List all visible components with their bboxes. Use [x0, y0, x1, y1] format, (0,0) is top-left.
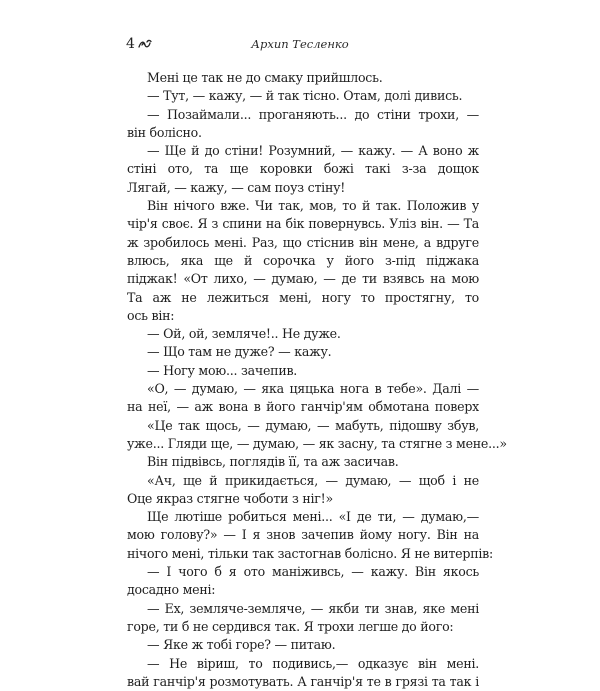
running-title: Архип Тесленко [251, 37, 349, 51]
text-line: Ще лютіше робиться мені... «І де ти, — думаю,— [147, 509, 479, 525]
text-line: стіні ото, та ще коровки божі такі з-за дощок [127, 161, 479, 177]
text-line: — Яке ж тобі горе? — питаю. [147, 637, 336, 653]
text-line: Лягай, — кажу, — сам поуз стіну! [127, 179, 346, 195]
text-line: — Що там не дуже? — кажу. [147, 344, 332, 360]
text-line: Він підвівсь, поглядів її, та аж засичав. [147, 454, 399, 470]
text-line: піджак! «От лихо, — думаю, — де ти взявсь на мою [127, 271, 479, 287]
text-line: ж зробилось мені. Раз, що стіснив він мене, а вдруге [127, 234, 479, 250]
text-line: Та аж не лежиться мені, ногу то простягну, то [127, 289, 479, 305]
text-line: нічого мені, тільки так застогнав болісно. Я не витерпів: [127, 545, 493, 561]
text-line: — І чого б я ото маніживсь, — кажу. Він якось [147, 564, 479, 580]
text-line: вай ганчір'я розмотувать. А ганчір'я те в грязі та так і [127, 673, 479, 689]
text-line: — Ех, земляче-земляче, — якби ти знав, яке мені [147, 600, 479, 616]
text-line: Мені це так не до смаку прийшлось. [147, 70, 383, 85]
text-line: «Це так щось, — думаю, — мабуть, підошву збув, [147, 417, 479, 433]
body-text [127, 69, 507, 691]
text-line: чір'я своє. Я з спини на бік повернувсь. Уліз він. — Та [127, 216, 479, 232]
text-line: горе, ти б не сердився так. Я трохи легше до його: [127, 618, 454, 634]
text-line: він болісно. [127, 124, 202, 140]
text-line: «О, — думаю, — яка цяцька нога в тебе». Далі — [147, 381, 479, 397]
text-line: «Ач, ще й прикидається, — думаю, — щоб і не [147, 472, 479, 488]
text-line: — Не віриш, то подивись,— одказує він мені. [147, 655, 479, 671]
text-line: ось він: [127, 307, 175, 323]
text-line: Оце якраз стягне чоботи з ніг!» [127, 490, 333, 506]
text-line: на неї, — аж вона в його ганчір'ям обмотана поверх [127, 399, 479, 415]
text-line: — Позаймали... проганяють... до стіни трохи, — [147, 106, 479, 122]
text-line: Він нічого вже. Чи так, мов, то й так. Положив у [147, 198, 479, 214]
page-number: 4 [126, 36, 135, 52]
text-line: мою голову?» — І я знов зачепив йому ногу. Він на [127, 527, 479, 543]
text-line: — Ой, ой, земляче!.. Не дуже. [147, 326, 341, 342]
page-header [126, 36, 474, 56]
text-line: — Тут, — кажу, — й так тісно. Отам, долі дивись. [147, 88, 463, 104]
text-line: — Ще й до стіни! Розумний, — кажу. — А воно ж [147, 143, 479, 159]
text-line: уже... Гляди ще, — думаю, — як засну, та стягне з мене...» [127, 435, 507, 451]
text-line: — Ногу мою... зачепив. [147, 362, 298, 378]
text-line: досадно мені: [127, 582, 216, 598]
text-line: влюсь, яка ще й сорочка у його з-під піджака [127, 252, 479, 268]
